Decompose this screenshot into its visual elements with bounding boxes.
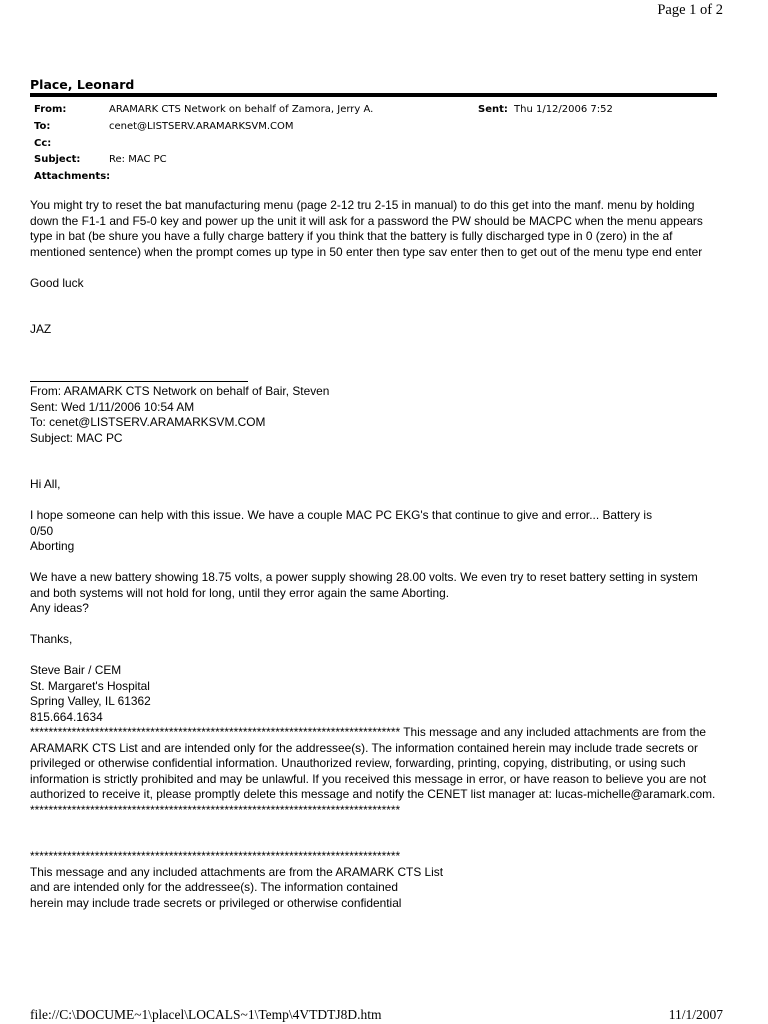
original-para1-line1: I hope someone can help with this issue. We have a couple MAC PC EKG's that continue to give and error... Battery is — [30, 508, 653, 522]
original-thanks: Thanks, — [30, 632, 73, 646]
reply-paragraph: You might try to reset the bat manufacturing menu (page 2-12 tru 2-15 in manual) to do this get into the manf. menu by holding down the F1-1 and F5-0 key and power up the unit it will ask for a password the PW should be MACPC when the menu appears type in bat (be shure you have a fully charge battery if you think that the battery is fully discharged type in 0 (zero) in the af mentioned sentence) when the prompt comes up type in 50 enter then type sav enter then to get out of the menu type end enter — [30, 198, 703, 259]
header-divider — [30, 93, 717, 97]
header-row-cc — [34, 136, 724, 153]
original-subject: Subject: MAC PC — [30, 430, 123, 445]
from-value: ARAMARK CTS Network on behalf of Zamora, Jerry A. — [109, 104, 374, 115]
header-row-to — [34, 119, 724, 136]
subject-label: Subject: — [34, 154, 81, 166]
signature-city: Spring Valley, IL 61362 — [30, 694, 151, 708]
cc-label: Cc: — [34, 137, 52, 149]
subject-value: Re: MAC PC — [109, 154, 167, 166]
list-footer-line3: herein may include trade secrets or privileged or otherwise confidential — [30, 895, 402, 910]
original-greeting: Hi All, — [30, 477, 61, 491]
disclaimer-text: This message and any included attachments are from the ARAMARK CTS List and are intended only for the addressee(s). The information contained herein may include trade secrets or privileged or otherwise confidential information. Unauthorized review, forwarding, printing, copying, distributing, or using such information is strictly prohibited and may be unlawful. If you received this message in error, or have reason to believe you are not authorized to receive it, please promptly delete this message and notify the CENET list manager at: lucas-michelle@aramark.com. — [30, 725, 716, 801]
signature-org: St. Margaret's Hospital — [30, 678, 150, 693]
original-para2-question: Any ideas? — [30, 601, 89, 615]
email-header — [34, 102, 724, 186]
list-footer-line2: and are intended only for the addressee(s). The information contained — [30, 880, 398, 894]
signature-separator-line — [30, 381, 248, 382]
original-para2: We have a new battery showing 18.75 volts, a power supply showing 28.00 volts. We even try to reset battery setting in system and both systems will not hold for long, until they error again the same Aborting. — [30, 570, 698, 600]
print-footer-date: 11/1/2007 — [668, 1007, 723, 1022]
original-from: From: ARAMARK CTS Network on behalf of Bair, Steven — [30, 384, 330, 398]
attachments-label: Attachments: — [34, 171, 111, 183]
sent-label: Sent: — [478, 104, 508, 115]
original-sent: Sent: Wed 1/11/2006 10:54 AM — [30, 399, 195, 414]
list-footer-stars: ******************************************************************************** — [30, 849, 401, 863]
page-number: Page 1 of 2 — [657, 2, 723, 18]
mailbox-owner-name: Place, Leonard — [30, 77, 135, 92]
list-footer-line1: This message and any included attachments are from the ARAMARK CTS List — [30, 864, 444, 879]
reply-closing: Good luck — [30, 275, 84, 290]
original-para1-line2: 0/50 — [30, 523, 54, 538]
from-label: From: — [34, 104, 67, 115]
header-row-attachments — [34, 169, 724, 186]
signature-phone: 815.664.1634 — [30, 709, 103, 724]
signature-name: Steve Bair / CEM — [30, 663, 122, 677]
original-para1-line3: Aborting — [30, 539, 75, 553]
disclaimer-stars: ******************************************************************************** — [30, 725, 401, 739]
to-value: cenet@LISTSERV.ARAMARKSVM.COM — [109, 120, 294, 132]
disclaimer — [30, 725, 720, 803]
disclaimer-stars-end: ******************************************************************************** — [30, 802, 401, 817]
reply-signature: JAZ — [30, 322, 52, 336]
original-to: To: cenet@LISTSERV.ARAMARKSVM.COM — [30, 415, 266, 429]
sent-value: Thu 1/12/2006 7:52 — [514, 104, 613, 115]
header-row-subject — [34, 152, 724, 169]
print-footer-url: file://C:\DOCUME~1\placel\LOCALS~1\Temp\4VTDTJ8D.htm — [30, 1007, 382, 1022]
to-label: To: — [34, 120, 51, 132]
message-body — [30, 198, 720, 911]
header-row-from — [34, 102, 724, 119]
